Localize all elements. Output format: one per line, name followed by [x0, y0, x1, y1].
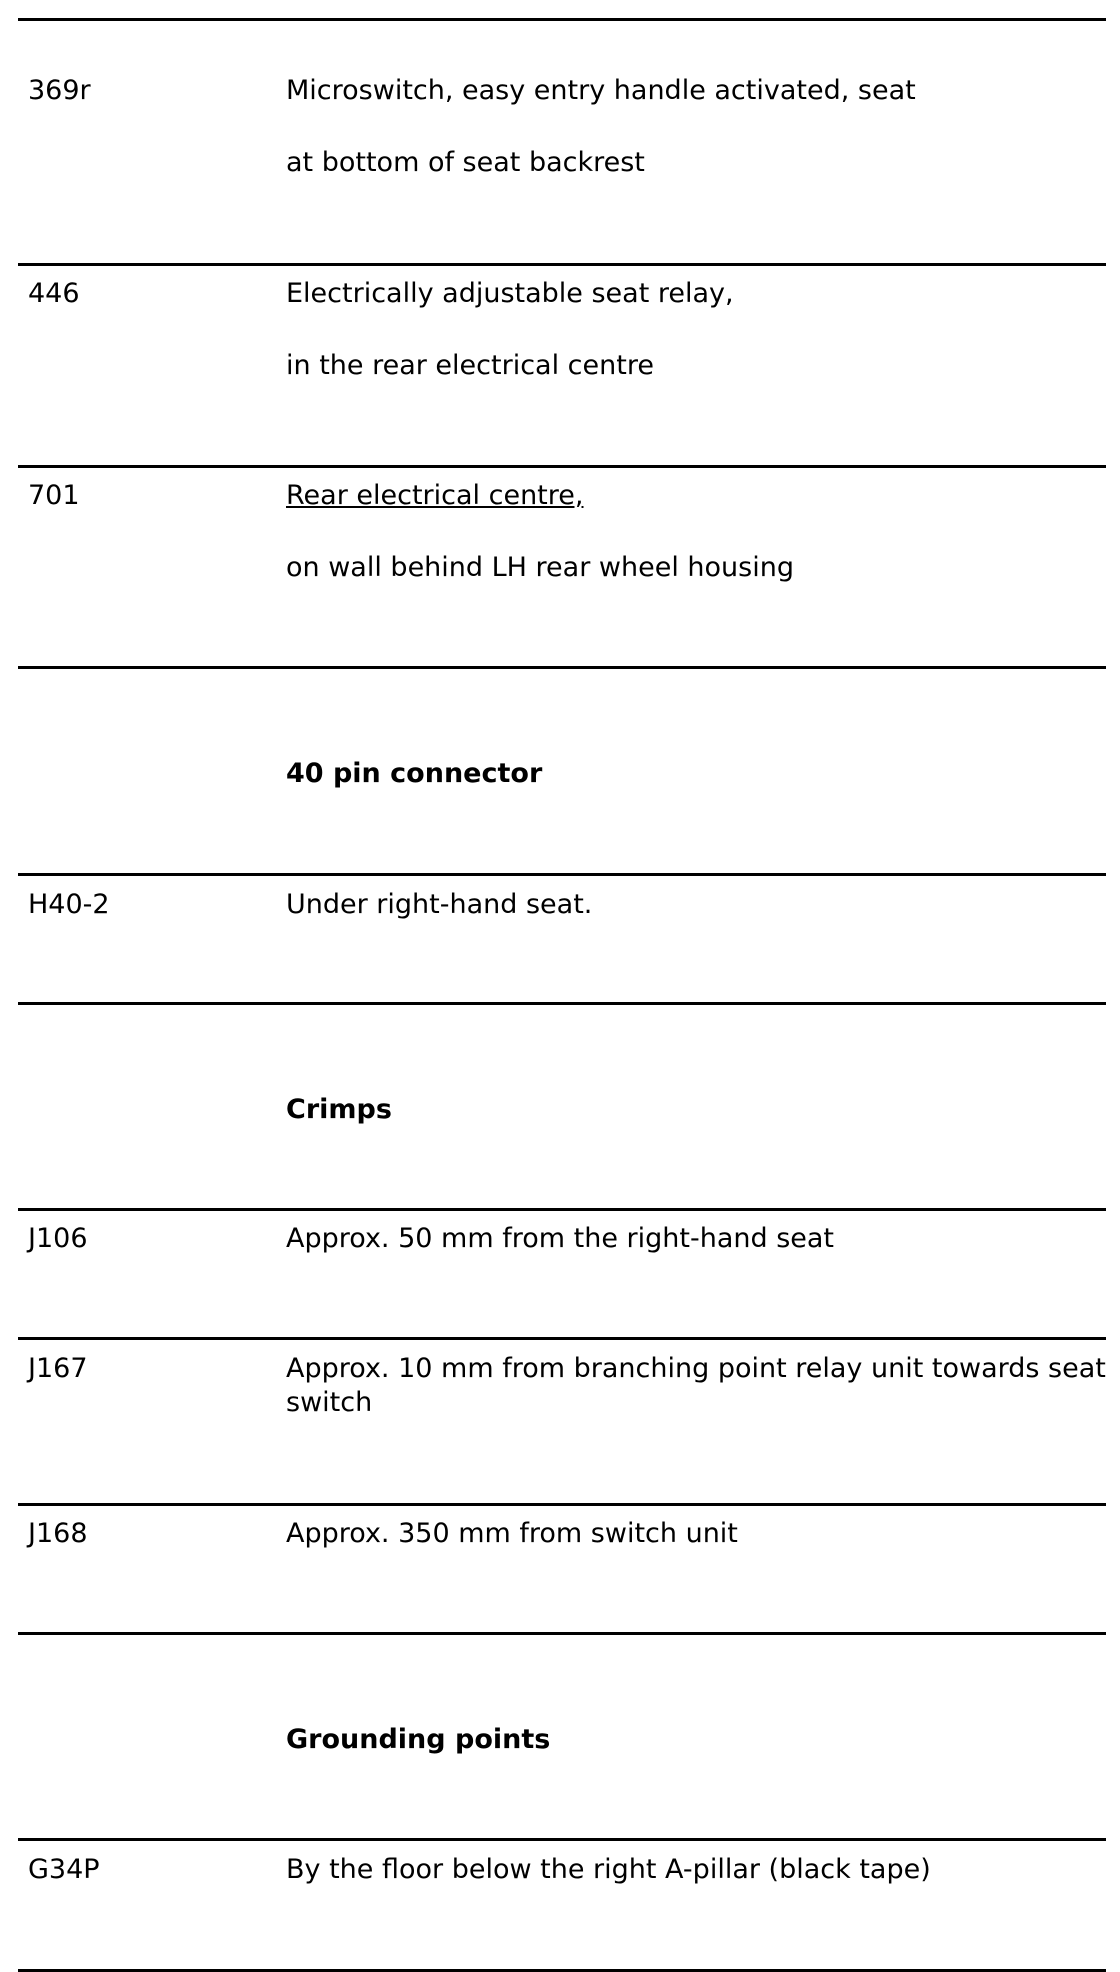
divider	[18, 263, 1106, 266]
component-description-line: at bottom of seat backrest	[286, 147, 645, 178]
divider	[18, 465, 1106, 468]
component-description-line: Approx. 50 mm from the right-hand seat	[286, 1223, 835, 1254]
divider	[18, 873, 1106, 876]
component-description-line: Approx. 10 mm from branching point relay unit towards seat switch	[286, 1353, 1106, 1418]
component-description-line: By the floor below the right A-pillar (black tape)	[286, 1854, 931, 1885]
divider	[18, 1002, 1106, 1005]
component-code: 446	[28, 278, 80, 309]
component-description-line: Approx. 350 mm from switch unit	[286, 1518, 738, 1549]
component-description-line: Under right-hand seat.	[286, 889, 593, 920]
divider	[18, 666, 1106, 669]
component-code: 369r	[28, 75, 91, 106]
component-code: J168	[28, 1518, 88, 1549]
component-description-line: on wall behind LH rear wheel housing	[286, 552, 794, 583]
divider	[18, 1838, 1106, 1841]
component-description-line: Microswitch, easy entry handle activated, seat	[286, 75, 916, 106]
component-description-line: Electrically adjustable seat relay,	[286, 278, 734, 309]
rear-electrical-centre-link[interactable]: Rear electrical centre,	[286, 480, 584, 511]
component-code: J106	[28, 1223, 88, 1254]
section-heading-crimps: Crimps	[286, 1094, 392, 1125]
divider	[18, 18, 1106, 21]
section-heading-connector: 40 pin connector	[286, 758, 543, 789]
component-description-line: in the rear electrical centre	[286, 350, 654, 381]
component-code: G34P	[28, 1854, 100, 1885]
divider	[18, 1632, 1106, 1635]
component-code: J167	[28, 1353, 88, 1384]
section-heading-grounding: Grounding points	[286, 1724, 551, 1755]
divider	[18, 1337, 1106, 1340]
component-code: 701	[28, 480, 80, 511]
divider	[18, 1208, 1106, 1211]
component-code: H40-2	[28, 889, 110, 920]
divider	[18, 1503, 1106, 1506]
